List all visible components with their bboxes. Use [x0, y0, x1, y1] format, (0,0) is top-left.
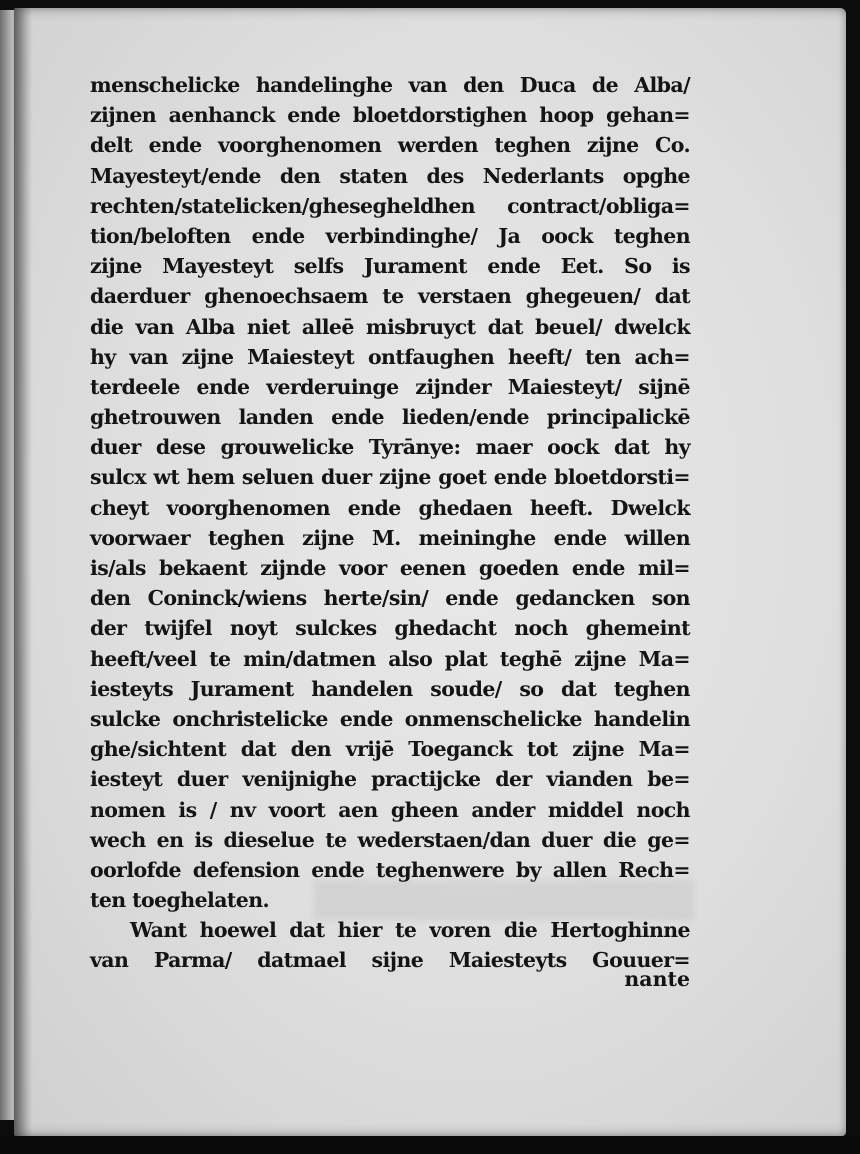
text-line: zijnen aenhanck ende bloetdorstighen hoop gehan= — [90, 103, 690, 128]
text-line: oorlofde defension ende teghenwere by allen Rech= — [90, 857, 690, 882]
blackletter-text-block — [90, 70, 690, 976]
text-line: voorwaer teghen zijne M. meininghe ende willen — [90, 525, 690, 550]
text-line: daerduer ghenoechsaem te verstaen ghegeuen/ dat — [90, 284, 690, 309]
text-line: den Coninck/wiens herte/sin/ ende gedancken son — [90, 586, 690, 611]
text-line: terdeele ende verderuinge zijnder Maiesteyt/ sijnē — [90, 374, 690, 399]
text-line: heeft/veel te min/datmen also plat teghē zijne Ma= — [90, 646, 690, 671]
text-line: duer dese grouwelicke Tyrānye: maer oock dat hy — [90, 435, 690, 460]
text-line: sulcke onchristelicke ende onmenschelicke handelin — [90, 706, 690, 731]
paragraph-start-line: Want hoewel dat hier te voren die Hertoghinne — [130, 918, 690, 943]
text-line: zijne Mayesteyt selfs Jurament ende Eet. So is — [90, 254, 690, 279]
text-line: ghe/sichtent dat den vrijē Toeganck tot zijne Ma= — [90, 737, 690, 762]
text-line: sulcx wt hem seluen duer zijne goet ende bloetdorsti= — [90, 465, 690, 490]
text-line: wech en is dieselue te wederstaen/dan duer die ge= — [90, 827, 690, 852]
text-line: menschelicke handelinghe van den Duca de Alba/ — [90, 73, 690, 97]
text-line: ghetrouwen landen ende lieden/ende principalickē — [90, 405, 690, 430]
text-line: nomen is / nv voort aen gheen ander middel noch — [90, 797, 690, 822]
text-line: cheyt voorghenomen ende ghedaen heeft. Dwelck — [90, 495, 690, 520]
text-line: die van Alba niet alleē misbruyct dat beuel/ dwelck — [90, 314, 690, 339]
text-line: iesteyts Jurament handelen soude/ so dat teghen — [90, 676, 690, 701]
scanner-bottom-edge — [0, 1136, 860, 1154]
text-line: rechten/statelicken/ghesegheldhen contract/obliga= — [90, 193, 690, 218]
text-line: der twijfel noyt sulckes ghedacht noch ghemeint — [90, 616, 690, 641]
catchword: nante — [624, 967, 690, 991]
paragraph-end-line: ten toeghelaten. — [90, 888, 270, 913]
text-line: van Parma/ datmael sijne Maiesteyts Gouuer= — [90, 948, 690, 973]
text-line: Mayesteyt/ende den staten des Nederlants opghe — [90, 163, 690, 188]
gutter-shadow — [14, 8, 32, 1136]
text-line: delt ende voorghenomen werden teghen zijne Co. — [90, 133, 690, 158]
text-line: is/als bekaent zijnde voor eenen goeden ende mil= — [90, 556, 690, 580]
text-line: iesteyt duer venijnighe practijcke der vianden be= — [90, 767, 690, 792]
text-line: hy van zijne Maiesteyt ontfaughen heeft/ ten ach= — [90, 344, 690, 369]
text-line: tion/beloften ende verbindinghe/ Ja oock teghen — [90, 223, 690, 248]
